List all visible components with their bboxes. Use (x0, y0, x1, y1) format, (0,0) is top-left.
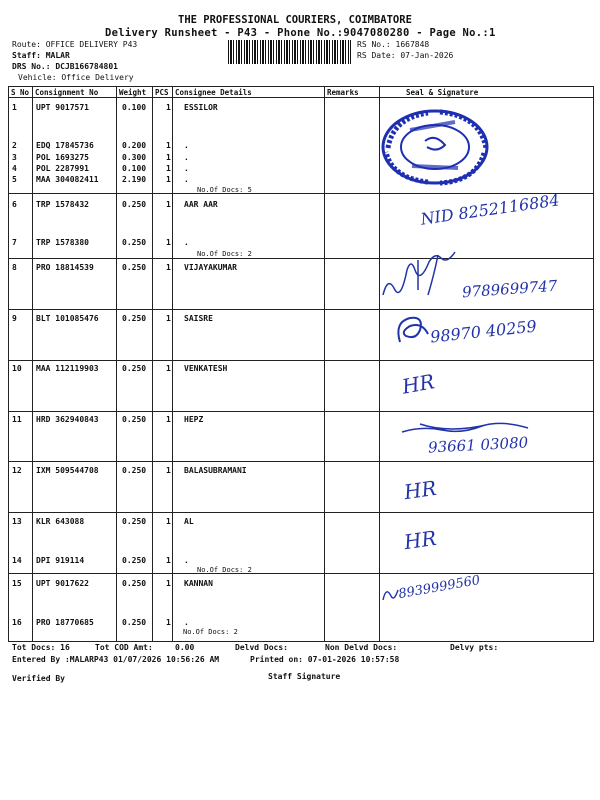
row-weight: 0.300 (122, 153, 147, 162)
rs-date: RS Date: 07-Jan-2026 (357, 51, 454, 60)
row-consignment: DPI 919114 (36, 556, 85, 565)
row-consignment: MAA 304082411 (36, 175, 99, 184)
row-separator (8, 258, 593, 259)
row-sno: 5 (12, 175, 17, 184)
row-separator (8, 193, 593, 194)
row-pcs: 1 (166, 364, 171, 373)
company-name: THE PROFESSIONAL COURIERS, COIMBATORE (178, 14, 412, 26)
row-weight: 2.190 (122, 175, 147, 184)
signature-s8 (378, 250, 468, 305)
row-pcs: 1 (166, 579, 171, 588)
row-pcs: 1 (166, 466, 171, 475)
row-consignee: . (184, 153, 189, 162)
staff-label: Staff: MALAR (12, 51, 70, 60)
table-header-row (9, 87, 594, 98)
row-consignee: SAISRE (184, 314, 213, 323)
row-weight: 0.250 (122, 618, 147, 627)
row-pcs: 1 (166, 141, 171, 150)
row-pcs: 1 (166, 618, 171, 627)
row-consignment: KLR 643088 (36, 517, 85, 526)
runsheet-title: Delivery Runsheet - P43 - Phone No.:9047080280 - Page No.:1 (105, 27, 496, 39)
row-separator (8, 309, 593, 310)
row-pcs: 1 (166, 175, 171, 184)
row-consignment: TRP 1578380 (36, 238, 89, 247)
delivered-docs: Delvd Docs: (235, 643, 288, 652)
delivery-points: Delvy pts: (450, 643, 499, 652)
row-sno: 13 (12, 517, 22, 526)
rs-number: RS No.: 1667848 (357, 40, 430, 49)
row-consignment: PRO 18770685 (36, 618, 94, 627)
row-weight: 0.250 (122, 263, 147, 272)
col-sno: S No (9, 87, 33, 98)
row-consignee: ESSILOR (184, 103, 218, 112)
col-consignment: Consignment No (33, 87, 117, 98)
row-consignee: . (184, 238, 189, 247)
row-pcs: 1 (166, 415, 171, 424)
entered-by: Entered By :MALARP43 01/07/2026 10:56:26 AM (12, 655, 220, 664)
company-seal-stamp (380, 108, 490, 186)
row-pcs: 1 (166, 517, 171, 526)
row-pcs: 1 (166, 164, 171, 173)
handwritten-hr-s13: HR (402, 525, 439, 555)
row-consignment: PRO 18814539 (36, 263, 94, 272)
row-pcs: 1 (166, 153, 171, 162)
row-consignee: AL (184, 517, 194, 526)
row-pcs: 1 (166, 263, 171, 272)
row-consignment: HRD 362940843 (36, 415, 99, 424)
row-weight: 0.100 (122, 103, 147, 112)
row-consignee: HEPZ (184, 415, 204, 424)
row-consignee: . (184, 556, 189, 565)
row-weight: 0.250 (122, 517, 147, 526)
route-label: Route: OFFICE DELIVERY P43 (12, 40, 138, 49)
doc-note: No.Of Docs: 2 (197, 566, 252, 574)
row-consignment: UPT 9017622 (36, 579, 89, 588)
row-sno: 12 (12, 466, 22, 475)
non-delivered-docs: Non Delvd Docs: (325, 643, 398, 652)
row-sno: 9 (12, 314, 17, 323)
row-weight: 0.250 (122, 364, 147, 373)
row-consignment: BLT 101085476 (36, 314, 99, 323)
drs-number: DRS No.: DCJB166784801 (12, 62, 118, 71)
row-consignee: . (184, 141, 189, 150)
row-consignment: POL 2287991 (36, 164, 89, 173)
row-sno: 14 (12, 556, 22, 565)
total-cod-value: 0.00 (175, 643, 195, 652)
row-consignee: VENKATESH (184, 364, 228, 373)
row-pcs: 1 (166, 314, 171, 323)
doc-note: No.Of Docs: 5 (197, 186, 252, 194)
row-weight: 0.250 (122, 556, 147, 565)
col-pcs: PCS (153, 87, 173, 98)
handwritten-note-s6: NID 8252116884 (419, 190, 561, 229)
col-remarks: Remarks (325, 87, 380, 98)
row-consignment: TRP 1578432 (36, 200, 89, 209)
total-cod-label: Tot COD Amt: (95, 643, 153, 652)
row-weight: 0.250 (122, 238, 147, 247)
row-consignee: KANNAN (184, 579, 213, 588)
row-consignee: . (184, 618, 189, 627)
col-seal-signature: Seal & Signature (380, 87, 594, 98)
verified-by: Verified By (12, 674, 65, 683)
row-weight: 0.250 (122, 314, 147, 323)
handwritten-hr-s12: HR (402, 475, 439, 505)
row-consignee: VIJAYAKUMAR (184, 263, 237, 272)
row-sno: 3 (12, 153, 17, 162)
row-pcs: 1 (166, 200, 171, 209)
row-consignee: BALASUBRAMANI (184, 466, 247, 475)
row-separator (8, 512, 593, 513)
total-docs: Tot Docs: 16 (12, 643, 70, 652)
row-weight: 0.250 (122, 200, 147, 209)
handwritten-hr-s10: HR (400, 369, 437, 399)
row-separator (8, 411, 593, 412)
row-consignment: EDQ 17845736 (36, 141, 94, 150)
handwritten-phone-s9: 98970 40259 (429, 316, 538, 347)
row-sno: 8 (12, 263, 17, 272)
handwritten-phone-s8: 9789699747 (461, 276, 558, 302)
row-sno: 2 (12, 141, 17, 150)
signature-s9 (392, 312, 432, 350)
row-weight: 0.250 (122, 415, 147, 424)
row-separator (8, 461, 593, 462)
row-sno: 16 (12, 618, 22, 627)
signature-s15 (380, 582, 400, 604)
row-pcs: 1 (166, 556, 171, 565)
doc-note: No.Of Docs: 2 (183, 628, 238, 636)
handwritten-phone-s15: 8939999560 (397, 572, 482, 603)
row-pcs: 1 (166, 238, 171, 247)
row-sno: 15 (12, 579, 22, 588)
staff-signature-label: Staff Signature (268, 672, 341, 681)
row-weight: 0.100 (122, 164, 147, 173)
row-pcs: 1 (166, 103, 171, 112)
col-weight: Weight (117, 87, 153, 98)
row-weight: 0.250 (122, 466, 147, 475)
row-consignee: . (184, 175, 189, 184)
doc-note: No.Of Docs: 2 (197, 250, 252, 258)
row-sno: 4 (12, 164, 17, 173)
row-sno: 11 (12, 415, 22, 424)
handwritten-phone-s11: 93661 03080 (427, 433, 529, 457)
row-sno: 10 (12, 364, 22, 373)
printed-on: Printed on: 07-01-2026 10:57:58 (250, 655, 400, 664)
row-sno: 7 (12, 238, 17, 247)
row-separator (8, 573, 593, 574)
vehicle-label: Vehicle: Office Delivery (18, 73, 134, 82)
row-sno: 6 (12, 200, 17, 209)
row-consignee: AAR AAR (184, 200, 218, 209)
col-consignee: Consignee Details (173, 87, 325, 98)
barcode (228, 40, 351, 64)
row-weight: 0.250 (122, 579, 147, 588)
row-consignment: IXM 509544708 (36, 466, 99, 475)
row-consignee: . (184, 164, 189, 173)
row-consignment: MAA 112119903 (36, 364, 99, 373)
row-consignment: UPT 9017571 (36, 103, 89, 112)
row-consignment: POL 1693275 (36, 153, 89, 162)
row-weight: 0.200 (122, 141, 147, 150)
row-separator (8, 360, 593, 361)
row-sno: 1 (12, 103, 17, 112)
